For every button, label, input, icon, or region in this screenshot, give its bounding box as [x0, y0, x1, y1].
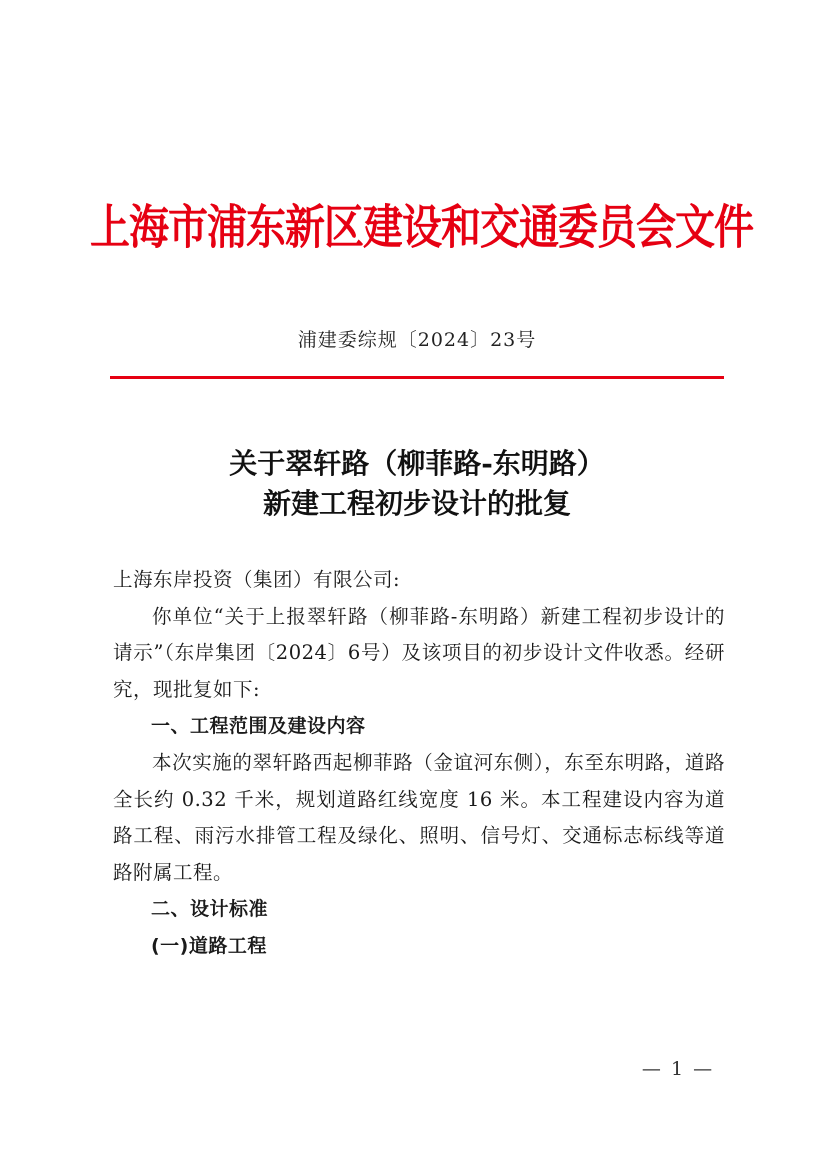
section-1-paragraph: 本次实施的翠轩路西起柳菲路（金谊河东侧），东至东明路，道路全长约 0.32 千米，规划道路红线宽度 16 米。本工程建设内容为道路工程、雨污水排管工程及绿化、照明、信号灯、交通标志标线等道路附属工程。 [113, 750, 725, 884]
subsection-1-heading: (一)道路工程 [151, 934, 267, 957]
page-number: — 1 — [641, 1058, 715, 1080]
red-divider-line [110, 376, 724, 379]
issuer-header: 上海市浦东新区建设和交通委员会文件 [90, 199, 753, 256]
intro-paragraph: 你单位“关于上报翠轩路（柳菲路-东明路）新建工程初步设计的请示”（东岸集团〔2024〕6号）及该项目的初步设计文件收悉。经研究，现批复如下: [113, 604, 725, 701]
title-line-2: 新建工程初步设计的批复 [262, 487, 571, 520]
addressee: 上海东岸投资（集团）有限公司: [113, 568, 401, 591]
section-2-heading: 二、设计标准 [151, 898, 269, 921]
document-body [113, 562, 725, 965]
document-number: 浦建委综规〔2024〕23号 [297, 329, 537, 351]
section-1-heading: 一、工程范围及建设内容 [151, 715, 366, 738]
title-line-1: 关于翠轩路（柳菲路-东明路） [229, 447, 605, 480]
